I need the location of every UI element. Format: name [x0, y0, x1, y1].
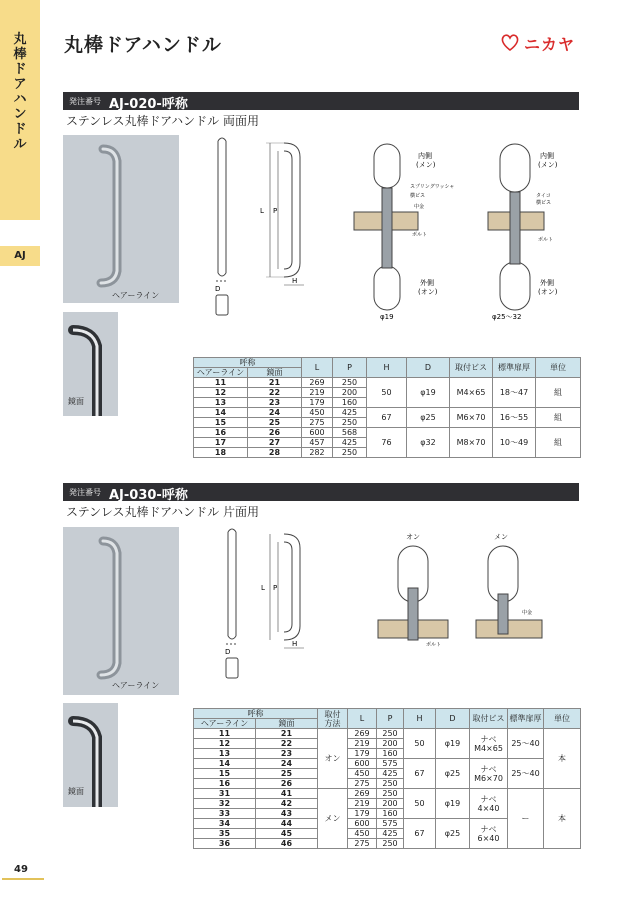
table-cell: 25〜40 [508, 729, 544, 759]
taiko-label: タイコ [536, 193, 551, 199]
table-cell: 450 [302, 408, 333, 418]
section1-spec-table [193, 357, 581, 458]
table-cell: 282 [302, 448, 333, 458]
col-d: D [407, 358, 450, 378]
section1-hairline-photo [63, 135, 179, 303]
section2-bar [63, 483, 579, 501]
table-cell: 22 [256, 739, 318, 749]
spring-washer-label: スプリングワッシャ [410, 184, 455, 190]
table-cell: 34 [194, 819, 256, 829]
table-cell: 50 [404, 789, 436, 819]
table-cell: 25 [248, 418, 302, 428]
table-cell: 41 [256, 789, 318, 799]
table-cell: 179 [348, 749, 377, 759]
table-cell: 200 [377, 739, 404, 749]
table-row [194, 729, 581, 739]
section1-section-diagram [340, 140, 580, 325]
section2-photo2-caption: 鏡面 [68, 787, 84, 796]
bolt-label: ボルト [426, 642, 442, 648]
col-hairline: ヘアーライン [194, 368, 248, 378]
section2-subtitle: ステンレス丸棒ドアハンドル 片面用 [66, 505, 259, 519]
table-cell: 42 [256, 799, 318, 809]
table-cell: 27 [248, 438, 302, 448]
section2-code: AJ-030-呼称 [109, 488, 188, 503]
table-row [194, 789, 581, 799]
table-cell: メン [318, 789, 348, 849]
table-cell: 26 [248, 428, 302, 438]
side-screw-label: 横ビス [410, 193, 426, 199]
table-cell: 21 [256, 729, 318, 739]
table-cell: 250 [377, 779, 404, 789]
table-cell: ナベ M4×65 [470, 729, 508, 759]
table-cell: 160 [377, 809, 404, 819]
table-cell: 46 [256, 839, 318, 849]
col-name: 呼称 [194, 709, 318, 719]
section2-photo1-caption: ヘアーライン [112, 681, 160, 690]
table-cell: 67 [367, 408, 407, 428]
table-cell: 250 [377, 729, 404, 739]
section2-spec-table [193, 708, 581, 849]
col-screw: 取付ビス [470, 709, 508, 729]
table-row [194, 428, 581, 438]
table-cell: 15 [194, 418, 248, 428]
col-l: L [302, 358, 333, 378]
table-cell: 24 [256, 759, 318, 769]
table-cell: 21 [248, 378, 302, 388]
col-hairline: ヘアーライン [194, 719, 256, 729]
section1-photo1-caption: ヘアーライン [112, 291, 160, 300]
table-cell: M8×70 [450, 428, 493, 458]
on-label: オン [406, 533, 420, 541]
table-cell: 575 [377, 759, 404, 769]
table-cell: 269 [348, 729, 377, 739]
table-cell: 200 [377, 799, 404, 809]
dim-l-label: L [261, 584, 265, 592]
table-cell: 250 [333, 378, 367, 388]
phi19-label: φ19 [380, 313, 394, 321]
table-cell: 組 [536, 408, 581, 428]
table-cell: 219 [348, 799, 377, 809]
inner-label-2: 内側 [540, 152, 554, 160]
table-cell: 219 [348, 739, 377, 749]
table-cell: φ32 [407, 428, 450, 458]
table-cell: 28 [248, 448, 302, 458]
inner-men-label: (メン) [416, 161, 436, 169]
table-cell: 179 [302, 398, 333, 408]
table-cell: 43 [256, 809, 318, 819]
table-cell: ー [508, 789, 544, 849]
outer-on-label: (オン) [418, 288, 438, 296]
table-cell: φ25 [436, 759, 470, 789]
table-row [194, 408, 581, 418]
section1-order-label: 発注番号 [69, 97, 101, 106]
sidebar-tag: AJ [0, 246, 40, 266]
section1-bar [63, 92, 579, 110]
table-cell: 12 [194, 739, 256, 749]
section2-order-label: 発注番号 [69, 488, 101, 497]
dim-d-label: D [215, 285, 221, 293]
table-cell: 600 [348, 759, 377, 769]
table-cell: ナベ M6×70 [470, 759, 508, 789]
sidebar-title: 丸棒ドアハンドル [13, 32, 27, 152]
table-cell: 450 [348, 769, 377, 779]
page-number-rule [2, 878, 44, 880]
table-cell: 13 [194, 749, 256, 759]
table-cell: オン [318, 729, 348, 789]
table-row [194, 378, 581, 388]
col-l: L [348, 709, 377, 729]
table-cell: 本 [544, 729, 581, 789]
table-cell: 45 [256, 829, 318, 839]
dim-p-label: P [273, 207, 278, 215]
table-cell: 250 [377, 789, 404, 799]
table-cell: 16 [194, 779, 256, 789]
table-cell: 575 [377, 819, 404, 829]
col-method: 取付 方法 [318, 709, 348, 729]
col-h: H [367, 358, 407, 378]
outer-label: 外側 [420, 279, 434, 287]
table-cell: 18〜47 [493, 378, 536, 408]
table-cell: 11 [194, 378, 248, 388]
col-p: P [377, 709, 404, 729]
inner-men-label-2: (メン) [538, 161, 558, 169]
table-cell: M4×65 [450, 378, 493, 408]
table-cell: 15 [194, 769, 256, 779]
section2-dimension-drawing [200, 524, 325, 684]
table-cell: 23 [256, 749, 318, 759]
table-cell: 18 [194, 448, 248, 458]
outer-label-2: 外側 [540, 279, 554, 287]
table-cell: 269 [348, 789, 377, 799]
table-cell: 425 [333, 438, 367, 448]
table-cell: 219 [302, 388, 333, 398]
table-cell: 160 [333, 398, 367, 408]
col-door: 標準扉厚 [508, 709, 544, 729]
handle-hairline-image [63, 135, 179, 303]
table-cell: 組 [536, 428, 581, 458]
table-cell: 425 [377, 829, 404, 839]
table-cell: 35 [194, 829, 256, 839]
table-cell: 14 [194, 408, 248, 418]
inner-label: 内側 [418, 152, 432, 160]
table-cell: 269 [302, 378, 333, 388]
table-cell: 17 [194, 438, 248, 448]
bolt-label: ボルト [412, 232, 428, 238]
section1-photo2-caption: 鏡面 [68, 397, 84, 406]
table-cell: 23 [248, 398, 302, 408]
table-cell: ナベ 6×40 [470, 819, 508, 849]
table-cell: 36 [194, 839, 256, 849]
col-name: 呼称 [194, 358, 302, 368]
table-cell: 11 [194, 729, 256, 739]
table-cell: φ25 [436, 819, 470, 849]
page-number: 49 [14, 864, 28, 875]
table-cell: 14 [194, 759, 256, 769]
men-label: メン [494, 533, 508, 541]
section1-subtitle: ステンレス丸棒ドアハンドル 両面用 [66, 114, 259, 128]
table-cell: 425 [333, 408, 367, 418]
table-cell: φ19 [436, 789, 470, 819]
table-cell: 16〜55 [493, 408, 536, 428]
table-cell: 275 [348, 839, 377, 849]
table-cell: 425 [377, 769, 404, 779]
table-cell: 450 [348, 829, 377, 839]
table-cell: 160 [377, 749, 404, 759]
table-cell: 13 [194, 398, 248, 408]
table-cell: 12 [194, 388, 248, 398]
col-h: H [404, 709, 436, 729]
nakagane-label: 中金 [522, 610, 533, 616]
handle-hairline-image [63, 527, 179, 695]
dim-h-label: H [292, 277, 298, 285]
col-mirror: 鏡面 [248, 368, 302, 378]
table-cell: 457 [302, 438, 333, 448]
table-cell: 32 [194, 799, 256, 809]
table-cell: 24 [248, 408, 302, 418]
col-screw: 取付ビス [450, 358, 493, 378]
table-cell: 275 [302, 418, 333, 428]
table-cell: 10〜49 [493, 428, 536, 458]
table-cell: 67 [404, 759, 436, 789]
table-cell: 600 [302, 428, 333, 438]
table-cell: 179 [348, 809, 377, 819]
table-cell: φ19 [436, 729, 470, 759]
col-unit: 単位 [536, 358, 581, 378]
table-cell: 67 [404, 819, 436, 849]
table-cell: 組 [536, 378, 581, 408]
table-cell: 275 [348, 779, 377, 789]
table-cell: 16 [194, 428, 248, 438]
table-cell: 26 [256, 779, 318, 789]
col-unit: 単位 [544, 709, 581, 729]
section2-hairline-photo [63, 527, 179, 695]
section1-code: AJ-020-呼称 [109, 97, 188, 112]
table-cell: φ19 [407, 378, 450, 408]
dim-d-label: D [225, 648, 231, 656]
table-cell: 22 [248, 388, 302, 398]
table-cell: 50 [404, 729, 436, 759]
bolt-label-2: ボルト [538, 237, 554, 243]
page-title: 丸棒ドアハンドル [64, 34, 222, 56]
section2-section-diagram [370, 528, 570, 653]
table-cell: 76 [367, 428, 407, 458]
nakagane-label: 中金 [414, 204, 425, 210]
table-cell: 250 [333, 418, 367, 428]
dim-l-label: L [260, 207, 264, 215]
table-row [194, 759, 581, 769]
table-cell: 25〜40 [508, 759, 544, 789]
outer-on-label-2: (オン) [538, 288, 558, 296]
table-cell: φ25 [407, 408, 450, 428]
table-cell: 31 [194, 789, 256, 799]
table-cell: 33 [194, 809, 256, 819]
table-cell: ナベ 4×40 [470, 789, 508, 819]
col-d: D [436, 709, 470, 729]
table-cell: 44 [256, 819, 318, 829]
phi25-32-label: φ25〜32 [492, 313, 522, 321]
col-door: 標準扉厚 [493, 358, 536, 378]
table-cell: M6×70 [450, 408, 493, 428]
col-mirror: 鏡面 [256, 719, 318, 729]
table-cell: 本 [544, 789, 581, 849]
table-cell: 200 [333, 388, 367, 398]
side-screw-label-2: 横ビス [536, 200, 552, 206]
table-cell: 600 [348, 819, 377, 829]
dim-p-label: P [273, 584, 278, 592]
brand-name: ニカヤ [524, 35, 576, 54]
table-cell: 250 [333, 448, 367, 458]
col-p: P [333, 358, 367, 378]
section1-dimension-drawing [200, 133, 325, 333]
table-cell: 25 [256, 769, 318, 779]
dim-h-label: H [292, 640, 298, 648]
table-cell: 50 [367, 378, 407, 408]
table-cell: 568 [333, 428, 367, 438]
table-cell: 250 [377, 839, 404, 849]
